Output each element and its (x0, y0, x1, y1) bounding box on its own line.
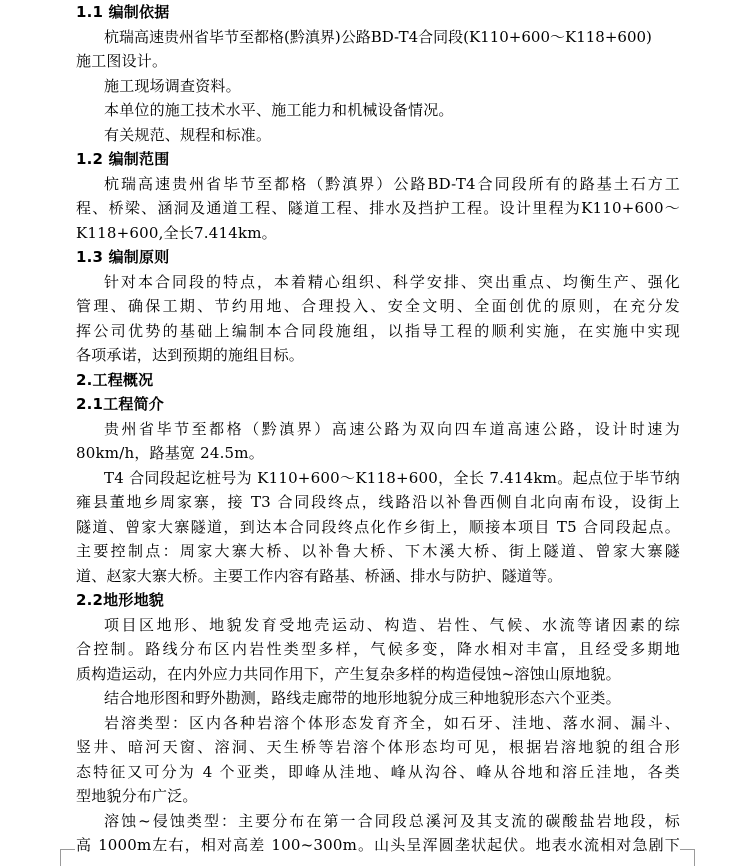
paragraph-line: 施工图设计。 (76, 52, 168, 70)
paragraph-line: 型地貌分布广泛。 (76, 787, 198, 805)
paragraph-line: 针对本合同段的特点，本着精心组织、科学安排、突出重点、均衡生产、强化 (104, 272, 680, 291)
paragraph-line: 态特征又可分为 4 个亚类，即峰从洼地、峰从沟谷、峰从谷地和溶丘洼地，各类 (76, 762, 680, 781)
paragraph-line: 挥公司优势的基础上编制本合同段施组，以指导工程的顺利实施，在实施中实现 (76, 321, 680, 340)
section-heading-2-2: 2.2地形地貌 (76, 591, 164, 609)
paragraph-line: K118+600,全长7.414km。 (76, 223, 277, 242)
paragraph-line: 隧道、曾家大寨隧道，到达本合同段终点化作乡街上，顺接本项目 T5 合同段起点。 (76, 517, 680, 536)
paragraph-line: 高 1000m左右，相对高差 100~300m。山头呈浑圆垄状起伏。地表水流相对急剧下 (76, 836, 680, 854)
section-heading-2: 2.工程概况 (76, 370, 154, 389)
paragraph-line: 施工现场调查资料。 (104, 76, 241, 95)
paragraph-line: 竖井、暗河天窗、溶洞、天生桥等岩溶个体形态均可见，根据岩溶地貌的组合形 (76, 738, 680, 756)
section-heading-1-3: 1.3 编制原则 (76, 248, 170, 266)
section-heading-2-1: 2.1工程简介 (76, 395, 164, 413)
paragraph-line: T4 合同段起讫桩号为 K110+600～K118+600，全长 7.414km。起点位于毕节纳 (104, 468, 680, 487)
paragraph-line: 雍县董地乡周家寨，接 T3 合同段终点，线路沿以补鲁西侧自北向南布设，设街上 (76, 493, 680, 511)
paragraph-line: 项目区地形、地貌发育受地壳运动、构造、岩性、气候、水流等诸因素的综 (104, 615, 680, 634)
section-heading-1-2: 1.2 编制范围 (76, 150, 170, 168)
paragraph-line: 岩溶类型：区内各种岩溶个体形态发育齐全，如石牙、洼地、落水洞、漏斗、 (104, 713, 680, 732)
page-margin-mark-left (60, 849, 75, 866)
paragraph-line: 杭瑞高速贵州省毕节至都格(黔滇界)公路BD-T4合同段(K110+600～K118+600) (104, 27, 652, 46)
paragraph-line: 本单位的施工技术水平、施工能力和机械设备情况。 (104, 101, 454, 119)
paragraph-line: 溶蚀~侵蚀类型：主要分布在第一合同段总溪河及其支流的碳酸盐岩地段，标 (104, 811, 680, 830)
paragraph-line: 主要控制点：周家大寨大桥、以补鲁大桥、下木溪大桥、街上隧道、曾家大寨隧 (76, 542, 680, 560)
paragraph-line: 杭瑞高速贵州省毕节至都格（黔滇界）公路BD-T4合同段所有的路基土石方工 (104, 174, 680, 193)
paragraph-line: 道、赵家大寨大桥。主要工作内容有路基、桥涵、排水与防护、隧道等。 (76, 566, 563, 585)
document-body (76, 0, 688, 858)
paragraph-line: 有关规范、规程和标准。 (104, 125, 272, 144)
paragraph-line: 80km/h，路基宽 24.5m。 (76, 444, 264, 462)
section-heading-1-1: 1.1 编制依据 (76, 3, 170, 21)
paragraph-line: 质构造运动，在内外应力共同作用下，产生复杂多样的构造侵蚀~溶蚀山原地貌。 (76, 664, 621, 683)
paragraph-line: 合控制。路线分布区内岩性类型多样，气候多变，降水相对丰富，且经受多期地 (76, 640, 680, 658)
paragraph-line: 贵州省毕节至都格（黔滇界）高速公路为双向四车道高速公路，设计时速为 (104, 419, 680, 438)
paragraph-line: 各项承诺，达到预期的施组目标。 (76, 346, 305, 364)
paragraph-line: 管理、确保工期、节约用地、合理投入、安全文明、全面创优的原则，在充分发 (76, 297, 680, 315)
paragraph-line: 程、桥梁、涵洞及通道工程、隧道工程、排水及挡护工程。设计里程为K110+600～ (76, 199, 680, 217)
paragraph-line: 结合地形图和野外勘测，路线走廊带的地形地貌分成三种地貌形态六个亚类。 (104, 689, 621, 707)
page-margin-mark-right (680, 849, 695, 866)
